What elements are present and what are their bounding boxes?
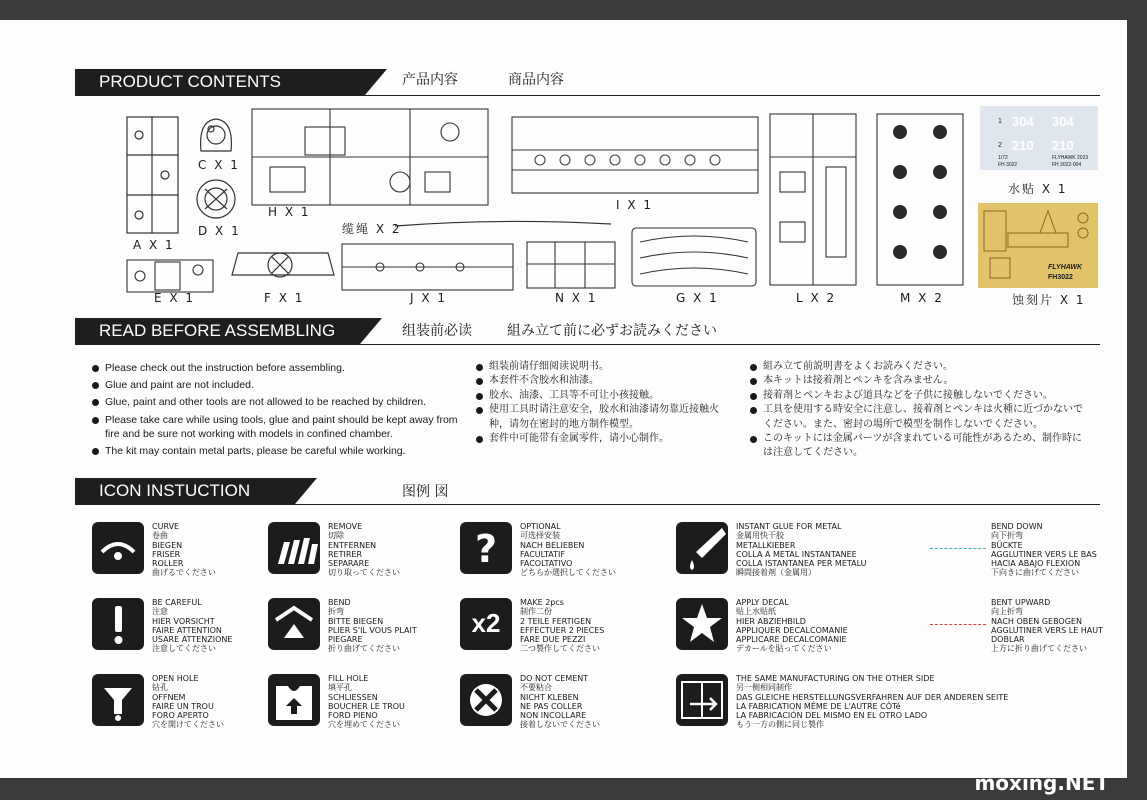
bend-down-line-icon xyxy=(930,548,986,549)
instant-glue-text: INSTANT GLUE FOR METAL 金属用快干胶 METALLKIEBER COLLA A METAL INSTANTANEE COLLA ISTANTANEA PER METALU 瞬間接着剤（金属用） xyxy=(736,522,867,578)
sprue-j xyxy=(340,242,515,292)
product-subtitle-jp: 商品内容 xyxy=(508,72,564,88)
label-ax: A X 1 xyxy=(133,238,175,252)
read-jp-item: このキットには金属パーツが含まれている可能性があるため、制作時には注意してください。 xyxy=(750,432,1090,461)
right-frame-bar xyxy=(1127,0,1147,800)
sprue-i xyxy=(510,115,760,195)
decal-scale: 1/72 xyxy=(998,155,1008,161)
decal-210-a: 210 xyxy=(1012,138,1034,153)
read-list-jp xyxy=(750,360,1090,461)
star-icon xyxy=(676,598,728,650)
read-before-rule xyxy=(75,344,1100,345)
instruction-page xyxy=(0,20,1127,778)
bend-up-text: BENT UPWARD 向上折弯 NACH OBEN GEBOGEN AGGLUTINER VERS LE HAUT DOBLAR 上方に折り曲げてください xyxy=(991,598,1104,654)
icon-instruction-rule xyxy=(75,504,1100,505)
make-two-icon xyxy=(460,598,512,650)
read-en-item: Please check out the instruction before assembling. xyxy=(92,361,470,375)
read-cn-item: 使用工具时请注意安全，胶水和油漆请勿靠近接触火种，请勿在密封的地方制作模型。 xyxy=(476,403,721,432)
decal-sheet xyxy=(980,106,1098,170)
part-d xyxy=(195,177,237,222)
read-list-en xyxy=(92,361,470,458)
product-subtitle-cn: 产品内容 xyxy=(402,72,458,88)
careful-text: BE CAREFUL 注意 HIER VORSICHT FAIRE ATTENTION USARE ATTENZIONE 注意してください xyxy=(152,598,233,654)
read-cn-item: 套件中可能带有金属零件，请小心制作。 xyxy=(476,432,721,446)
open-hole-text: OPEN HOLE 钻孔 OFFNEM FAIRE UN TROU FORO APERTO 穴を開けてください xyxy=(152,674,224,730)
question-icon xyxy=(460,522,512,574)
bend-text: BEND 折弯 BITTE BIEGEN PLIER S'IL VOUS PLAIT PIEGARE 折り曲げてください xyxy=(328,598,417,654)
label-nx: N X 1 xyxy=(555,291,598,305)
mirror-side-icon xyxy=(676,674,728,726)
decal-row2-number: 2 xyxy=(998,142,1002,149)
read-subtitle-cn: 组装前必读 xyxy=(402,323,472,339)
rope-cable xyxy=(393,218,613,230)
x2-glyph: x2 xyxy=(471,608,501,638)
label-jx: J X 1 xyxy=(410,291,448,305)
label-etch: 蚀刻片 X 1 xyxy=(1012,293,1086,307)
label-ex: E X 1 xyxy=(154,291,196,305)
sprue-m xyxy=(875,112,965,287)
icon-instruction-title: ICON INSTUCTION xyxy=(99,481,251,500)
tracks-g xyxy=(630,226,758,288)
read-jp-item: 組み立て前説明書をよくお読みください。 xyxy=(750,360,1090,374)
read-subtitle-jp: 組み立て前に必ずお読みください xyxy=(507,323,717,339)
label-rope: 缆绳 X 2 xyxy=(342,222,402,236)
remove-icon xyxy=(268,522,320,574)
part-c xyxy=(195,115,237,157)
sprue-e xyxy=(125,258,215,294)
bend-icon xyxy=(268,598,320,650)
decal-304-a: 304 xyxy=(1012,114,1034,129)
decal-text: APPLY DECAL 贴上水贴纸 HIER ABZIEHBILD APPLIQUER DECALCOMANIE APPLICARE DECALCOMANIE デカールを貼ってください xyxy=(736,598,848,654)
top-frame-bar xyxy=(0,0,1147,20)
sprue-n xyxy=(525,240,617,290)
label-fx: F X 1 xyxy=(264,291,305,305)
read-list-cn xyxy=(476,360,721,446)
read-en-item: Glue and paint are not included. xyxy=(92,378,470,392)
photo-etch-sheet xyxy=(978,203,1098,288)
decal-304-b: 304 xyxy=(1052,114,1074,129)
icon-instruction-header xyxy=(75,478,295,504)
optional-text: OPTIONAL 可选择安装 NACH BELIEBEN FACULTATIF FACOLTATIVO どちらか選択してください xyxy=(520,522,616,578)
label-ix: I X 1 xyxy=(616,198,654,212)
read-en-item: Glue, paint and other tools are not allowed to be reached by children. xyxy=(92,395,470,409)
sprue-l xyxy=(768,112,858,287)
read-jp-item: 工具を使用する時安全に注意し、接着剤とペンキは火種に近づかないでください。また、密封の場所で模型を制作しないでください。 xyxy=(750,403,1090,432)
open-hole-icon xyxy=(92,674,144,726)
decal-code-right: FH 3022-004 xyxy=(1052,162,1082,168)
icon-subtitle: 图例 図 xyxy=(402,484,449,500)
glue-drop-icon xyxy=(676,522,728,574)
read-cn-item: 胶水、油漆、工具等不可让小孩接触。 xyxy=(476,389,721,403)
label-lx: L X 2 xyxy=(796,291,837,305)
read-en-item: Please take care while using tools, glue and paint should be kept away from fire and be sure not working with models in confined chamber. xyxy=(92,413,470,441)
product-contents-title: PRODUCT CONTENTS xyxy=(99,72,281,91)
read-before-header xyxy=(75,318,360,344)
read-en-item: The kit may contain metal parts, please be careful while working. xyxy=(92,444,470,458)
decal-brand: FLYHAWK 2023 xyxy=(1052,155,1089,161)
fill-hole-icon xyxy=(268,674,320,726)
product-contents-header xyxy=(75,69,365,95)
read-cn-item: 本套件不含胶水和油漆。 xyxy=(476,374,721,388)
no-cement-text: DO NOT CEMENT 不要粘合 NICHT KLEBEN NE PAS COLLER NON INCOLLARE 接着しないでください xyxy=(520,674,600,730)
sprue-a xyxy=(125,115,180,235)
exclamation-icon xyxy=(92,598,144,650)
product-contents-rule xyxy=(75,95,1100,96)
read-cn-item: 组装前请仔细阅读说明书。 xyxy=(476,360,721,374)
no-cement-icon xyxy=(460,674,512,726)
curve-icon xyxy=(92,522,144,574)
label-dx: D X 1 xyxy=(198,224,241,238)
watermark: moxing.NET xyxy=(974,771,1109,795)
svg-text:?: ? xyxy=(474,527,498,571)
label-decal: 水贴 X 1 xyxy=(1008,182,1068,196)
read-jp-item: 接着剤とペンキおよび道具などを子供に接触しないでください。 xyxy=(750,389,1090,403)
bend-down-text: BEND DOWN 向下折弯 BÜCKTE AGGLUTINER VERS LE BAS HACIA ABAJO FLEXION 下向きに曲げてください xyxy=(991,522,1097,578)
label-hx: H X 1 xyxy=(268,205,311,219)
decal-210-b: 210 xyxy=(1052,138,1074,153)
read-before-title: READ BEFORE ASSEMBLING xyxy=(99,321,336,340)
curve-text: CURVE 卷曲 BIEGEN FRISER ROLLER 曲げるでください xyxy=(152,522,216,578)
decal-code-left: FH 3022 xyxy=(998,162,1018,168)
fill-hole-text: FILL HOLE 填平孔 SCHLIESSEN BOUCHER LE TROU FORD PIENO 穴を埋めてください xyxy=(328,674,405,730)
label-gx: G X 1 xyxy=(676,291,719,305)
bend-up-line-icon xyxy=(930,624,986,625)
etch-brand: FLYHAWK xyxy=(1048,264,1083,271)
label-cx: C X 1 xyxy=(198,158,240,172)
hull-f xyxy=(228,245,338,290)
sprue-h xyxy=(250,107,490,207)
remove-text: REMOVE 切除 ENTFERNEN RETIRER SEPARARE 切り取ってください xyxy=(328,522,400,578)
etch-code: FH3022 xyxy=(1048,274,1073,281)
label-mx: M X 2 xyxy=(900,291,944,305)
make2-text: MAKE 2pcs 制作二份 2 TEILE FERTIGEN EFFECTUER 2 PIECES FARE DUE PEZZI 二つ製作してください xyxy=(520,598,605,654)
same-side-text: THE SAME MANUFACTURING ON THE OTHER SIDE 另一侧相同制作 DAS GLEICHE HERSTELLUNGSVERFAHREN AUF DER ANDEREN SEITE LA FABRICATION MÊME DE L'AUTRE CÔTé LA FABRICACIÓN DEL MISMO EN EL OTRO LADO もう一方の側に同じ製作 xyxy=(736,674,1009,730)
read-jp-item: 本キットは接着剤とペンキを含みません。 xyxy=(750,374,1090,388)
decal-row1-number: 1 xyxy=(998,118,1002,125)
